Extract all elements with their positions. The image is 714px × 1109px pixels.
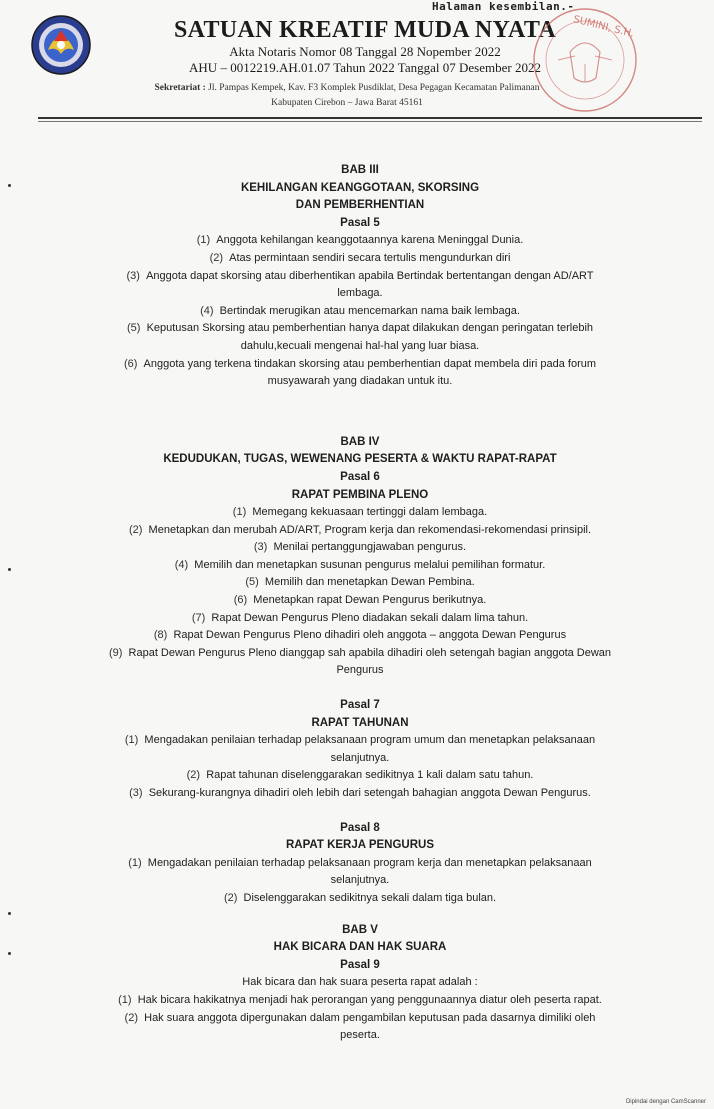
article-title: Pasal 9 — [340, 958, 380, 971]
list-item: (6) Menetapkan rapat Dewan Pengurus berikutnya. — [233, 594, 487, 607]
chapter-title: BAB IV — [340, 435, 380, 448]
notary-stamp — [530, 4, 640, 116]
letterhead — [0, 0, 714, 122]
list-item: (1) Memegang kekuasaan tertinggi dalam lembaga. — [232, 506, 488, 519]
list-item: (8) Rapat Dewan Pengurus Pleno dihadiri oleh anggota – anggota Dewan Pengurus — [153, 629, 567, 642]
list-item: (4) Bertindak merugikan atau mencemarkan nama baik lembaga. — [200, 304, 520, 317]
list-item: (9) Rapat Dewan Pengurus Pleno dianggap sah apabila dihadiri oleh setengah bagian anggota Dewan — [108, 646, 612, 659]
list-item: (1) Anggota kehilangan keanggotaannya karena Meninggal Dunia. — [196, 234, 524, 247]
letterhead-rule-thin — [38, 121, 702, 122]
chapter-title: BAB III — [341, 164, 379, 176]
list-item-continuation: musyawarah yang diadakan untuk itu. — [267, 375, 453, 388]
list-item: (2) Menetapkan dan merubah AD/ART, Program kerja dan rekomendasi-rekomendasi prinsipil. — [128, 523, 592, 536]
article-title: Pasal 5 — [340, 216, 380, 229]
list-item-continuation: selanjutnya. — [330, 874, 390, 887]
list-item: (3) Menilai pertanggungjawaban pengurus. — [253, 541, 467, 554]
list-item: (7) Rapat Dewan Pengurus Pleno diadakan sekali dalam lima tahun. — [191, 611, 529, 624]
address-line-1: Jl. Pampas Kempek, Kav. F3 Komplek Pusdiklat, Desa Pegagan Kecamatan Palimanan — [208, 83, 540, 93]
scan-mark — [8, 568, 11, 571]
chapter-subtitle: KEHILANGAN KEANGGOTAAN, SKORSING — [240, 181, 480, 194]
list-item: (2) Atas permintaan sendiri secara tertulis mengundurkan diri — [209, 251, 511, 264]
organization-logo — [30, 14, 92, 76]
list-item: (1) Mengadakan penilaian terhadap pelaksanaan program kerja dan menetapkan pelaksanaan — [128, 856, 592, 869]
article-title: Pasal 6 — [340, 470, 380, 483]
page-number: Halaman kesembilan.- — [432, 0, 575, 13]
list-item-continuation: lembaga. — [337, 287, 383, 300]
list-item: (2) Hak suara anggota dipergunakan dalam pengambilan keputusan pada dasarnya dimiliki oleh — [124, 1011, 596, 1024]
article-intro: Hak bicara dan hak suara peserta rapat adalah : — [242, 976, 478, 989]
chapter-subtitle: HAK BICARA DAN HAK SUARA — [273, 941, 447, 954]
address-line-2: Kabupaten Cirebon – Jawa Barat 45161 — [271, 98, 423, 108]
list-item: (2) Rapat tahunan diselenggarakan sedikitnya 1 kali dalam satu tahun. — [186, 769, 534, 782]
list-item: (1) Mengadakan penilaian terhadap pelaksanaan program umum dan menetapkan pelaksanaan — [124, 734, 596, 747]
list-item: (3) Sekurang-kurangnya dihadiri oleh lebih dari setengah bahagian anggota Dewan Pengurus. — [129, 787, 591, 799]
list-item-continuation: selanjutnya. — [330, 751, 390, 764]
deed-line-notary: Akta Notaris Nomor 08 Tanggal 28 Nopember 2022 — [229, 44, 501, 59]
list-item: (4) Memilih dan menetapkan susunan pengurus melalui pemilihan formatur. — [174, 558, 546, 571]
article-heading: RAPAT PEMBINA PLENO — [291, 488, 429, 501]
chapter-title: BAB V — [342, 923, 378, 936]
chapter-subtitle: KEDUDUKAN, TUGAS, WEWENANG PESERTA & WAKTU RAPAT-RAPAT — [163, 453, 557, 466]
scan-mark — [8, 912, 11, 915]
article-title: Pasal 7 — [340, 699, 380, 712]
secretariat-label: Sekretariat : — [154, 83, 206, 93]
organization-name: SATUAN KREATIF MUDA NYATA — [174, 17, 556, 43]
scanner-watermark: Dipindai dengan CamScanner — [625, 1099, 706, 1105]
letterhead-rule — [38, 117, 702, 119]
article-heading: RAPAT KERJA PENGURUS — [285, 839, 435, 852]
list-item: (2) Diselenggarakan sedikitnya sekali dalam tiga bulan. — [223, 891, 497, 904]
deed-line-ahu: AHU – 0012219.AH.01.07 Tahun 2022 Tanggal 07 Desember 2022 — [189, 60, 541, 75]
list-item-continuation: peserta. — [340, 1029, 380, 1042]
svg-text:SUMINI, S.H.: SUMINI, S.H. — [572, 14, 636, 40]
chapter-subtitle: DAN PEMBERHENTIAN — [295, 199, 425, 212]
list-item: (5) Keputusan Skorsing atau pemberhentian hanya dapat dilakukan dengan peringatan terlebih — [126, 322, 594, 335]
article-title: Pasal 8 — [340, 821, 380, 834]
article-heading: RAPAT TAHUNAN — [311, 716, 409, 729]
document-body — [20, 162, 700, 1045]
scan-mark — [8, 952, 11, 955]
scan-mark — [8, 184, 11, 187]
list-item: (6) Anggota yang terkena tindakan skorsing atau pemberhentian dapat membela diri pada forum — [123, 357, 597, 370]
list-item-continuation: Pengurus — [336, 664, 384, 677]
list-item-continuation: dahulu,kecuali mengenai hal-hal yang luar biasa. — [240, 339, 480, 352]
list-item: (3) Anggota dapat skorsing atau diberhentikan apabila Bertindak bertentangan dengan AD/ART — [126, 269, 594, 282]
list-item: (5) Memilih dan menetapkan Dewan Pembina. — [245, 576, 475, 589]
list-item: (1) Hak bicara hakikatnya menjadi hak perorangan yang penggunaannya diatur oleh peserta rapat. — [118, 993, 602, 1006]
secretariat-address — [112, 83, 582, 93]
